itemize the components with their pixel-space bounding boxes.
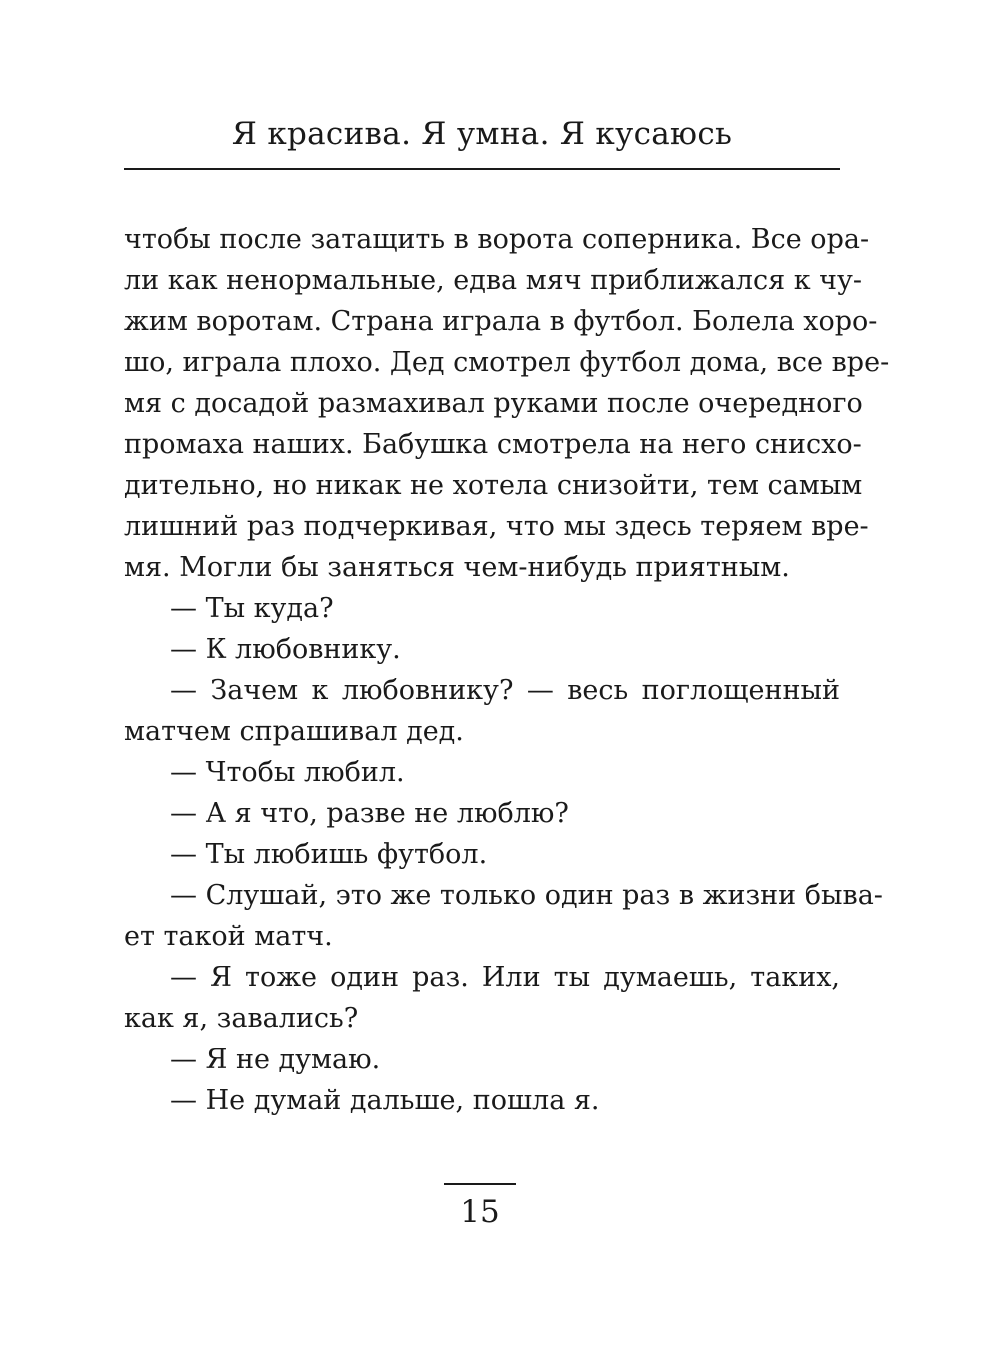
running-title: Я красива. Я умна. Я кусаюсь [231,116,733,152]
text-line: дительно, но никак не хотела снизойти, тем самым [124,470,863,501]
header-divider [124,168,840,170]
text-line: промаха наших. Бабушка смотрела на него снисхо- [124,429,862,460]
text-line: как я, завались? [124,1003,359,1034]
dialogue-line: — Слушай, это же только один раз в жизни быва- [170,880,883,911]
dialogue-line: — А я что, разве не люблю? [170,798,569,829]
dialogue-line: — Чтобы любил. [170,757,405,788]
text-line: матчем спрашивал дед. [124,716,464,747]
text-line: лишний раз подчеркивая, что мы здесь теряем вре- [124,511,869,542]
dialogue-line: — Зачем к любовнику? — весь поглощенный [170,675,840,706]
dialogue-line: — К любовнику. [170,634,401,665]
dialogue-line: — Я тоже один раз. Или ты думаешь, таких, [170,962,840,993]
text-line: жим воротам. Страна играла в футбол. Болела хоро- [124,306,878,337]
page-body [124,219,890,1121]
dialogue-line: — Ты куда? [170,593,334,624]
page-number: 15 [460,1194,500,1230]
dialogue-line: — Я не думаю. [170,1044,381,1075]
text-line: мя. Могли бы заняться чем-нибудь приятным. [124,552,790,583]
footer-divider [444,1183,516,1185]
text-line: мя с досадой размахивал руками после очередного [124,388,863,419]
text-line: чтобы после затащить в ворота соперника. Все ора- [124,224,870,255]
dialogue-line: — Ты любишь футбол. [170,839,488,870]
dialogue-line: — Не думай дальше, пошла я. [170,1085,600,1116]
text-line: шо, играла плохо. Дед смотрел футбол дома, все вре- [124,347,890,378]
text-line: ли как ненормальные, едва мяч приближался к чу- [124,265,863,296]
text-line: ет такой матч. [124,921,333,952]
